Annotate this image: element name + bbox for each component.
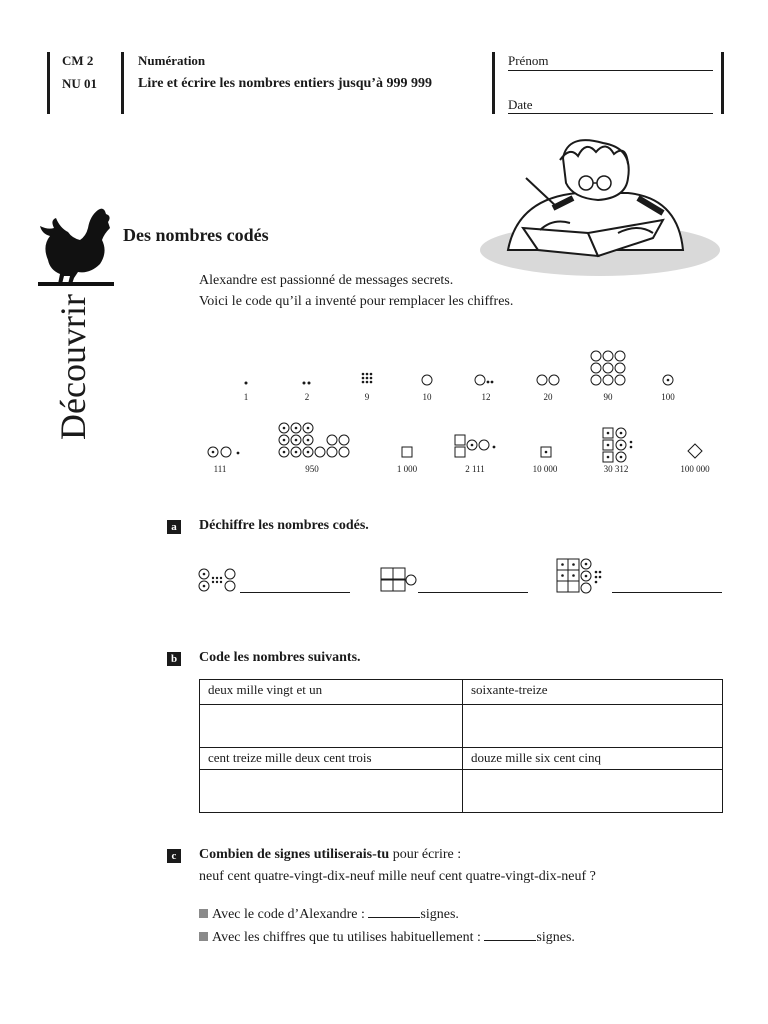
coded-number-3 (556, 558, 610, 594)
code-label-30312: 30 312 (603, 464, 629, 474)
code-label-9: 9 (364, 392, 370, 402)
bullet-2-text: Avec les chiffres que tu utilises habituellement : (212, 930, 485, 945)
bullet-usual-digits (199, 929, 575, 946)
answer-c-2[interactable] (484, 929, 536, 941)
firstname-label: Prénom (508, 53, 549, 68)
coding-prompt-1: deux mille vingt et un (200, 680, 463, 705)
coding-prompt-2: soixante-treize (463, 680, 723, 705)
header-bar-left (47, 52, 50, 114)
answer-c-1[interactable] (368, 906, 420, 918)
exercise-b-title: Code les nombres suivants. (199, 650, 361, 665)
exercise-b-tag: b (167, 652, 181, 666)
code-label-2111: 2 111 (465, 464, 485, 474)
unit-code: NU 01 (62, 76, 98, 91)
coding-table (199, 679, 723, 813)
coding-prompt-4: douze mille six cent cinq (463, 748, 723, 770)
answer-a-3[interactable] (612, 592, 722, 593)
code-label-111: 111 (213, 464, 227, 474)
exercise-a-title: Déchiffre les nombres codés. (199, 518, 369, 533)
date-field[interactable] (508, 113, 713, 114)
intro-line-2: Voici le code qu’il a inventé pour remplacer les chiffres. (199, 294, 514, 309)
code-legend-row2 (200, 420, 720, 465)
coding-prompt-3: cent treize mille deux cent trois (200, 748, 463, 770)
header-bar-right2 (721, 52, 724, 114)
code-legend-row1 (200, 345, 720, 390)
section-title: Des nombres codés (123, 225, 269, 245)
subject-label: Numération (138, 53, 206, 68)
bullet-1-text: Avec le code d’Alexandre : (212, 907, 369, 922)
coding-answer-3[interactable] (200, 770, 463, 813)
code-label-20: 20 (543, 392, 553, 402)
answer-a-2[interactable] (418, 592, 528, 593)
exercise-c-tag: c (167, 849, 181, 863)
code-label-10: 10 (422, 392, 432, 402)
answer-a-1[interactable] (240, 592, 350, 593)
bullet-1-unit: signes. (420, 907, 459, 922)
exercise-c-title (199, 847, 461, 863)
code-label-950: 950 (305, 464, 319, 474)
bullet-square-icon (199, 909, 208, 918)
bullet-square-icon (199, 932, 208, 941)
code-label-90: 90 (603, 392, 613, 402)
coded-number-1 (197, 566, 241, 594)
code-label-12: 12 (481, 392, 491, 402)
code-label-100: 100 (661, 392, 675, 402)
exercise-c-number-words: neuf cent quatre-vingt-dix-neuf mille neuf cent quatre-vingt-dix-neuf ? (199, 869, 596, 884)
coding-answer-4[interactable] (463, 770, 723, 813)
exercise-c-title-bold: Combien de signes utiliserais-tu (199, 847, 390, 862)
header-bar-right1 (492, 52, 495, 114)
level-label: CM 2 (62, 53, 94, 68)
code-label-2: 2 (304, 392, 310, 402)
bullet-alexandre-code (199, 906, 459, 923)
code-label-1000: 1 000 (396, 464, 418, 474)
code-label-1: 1 (243, 392, 249, 402)
code-1-dot (245, 382, 248, 385)
coding-answer-2[interactable] (463, 705, 723, 748)
firstname-field[interactable] (508, 70, 713, 71)
worksheet-title: Lire et écrire les nombres entiers jusqu’à 999 999 (138, 76, 432, 91)
reading-boy-illustration (478, 138, 723, 288)
bullet-2-unit: signes. (536, 930, 575, 945)
coded-number-2 (380, 566, 420, 594)
code-label-10000: 10 000 (532, 464, 558, 474)
header-bar-mid (121, 52, 124, 114)
exercise-c-title-rest: pour écrire : (389, 847, 462, 862)
rooster-icon (38, 206, 114, 286)
side-tab-label: Découvrir (53, 294, 93, 440)
date-label: Date (508, 97, 533, 112)
coding-answer-1[interactable] (200, 705, 463, 748)
exercise-a-tag: a (167, 520, 181, 534)
intro-line-1: Alexandre est passionné de messages secrets. (199, 273, 454, 288)
code-label-100000: 100 000 (680, 464, 710, 474)
